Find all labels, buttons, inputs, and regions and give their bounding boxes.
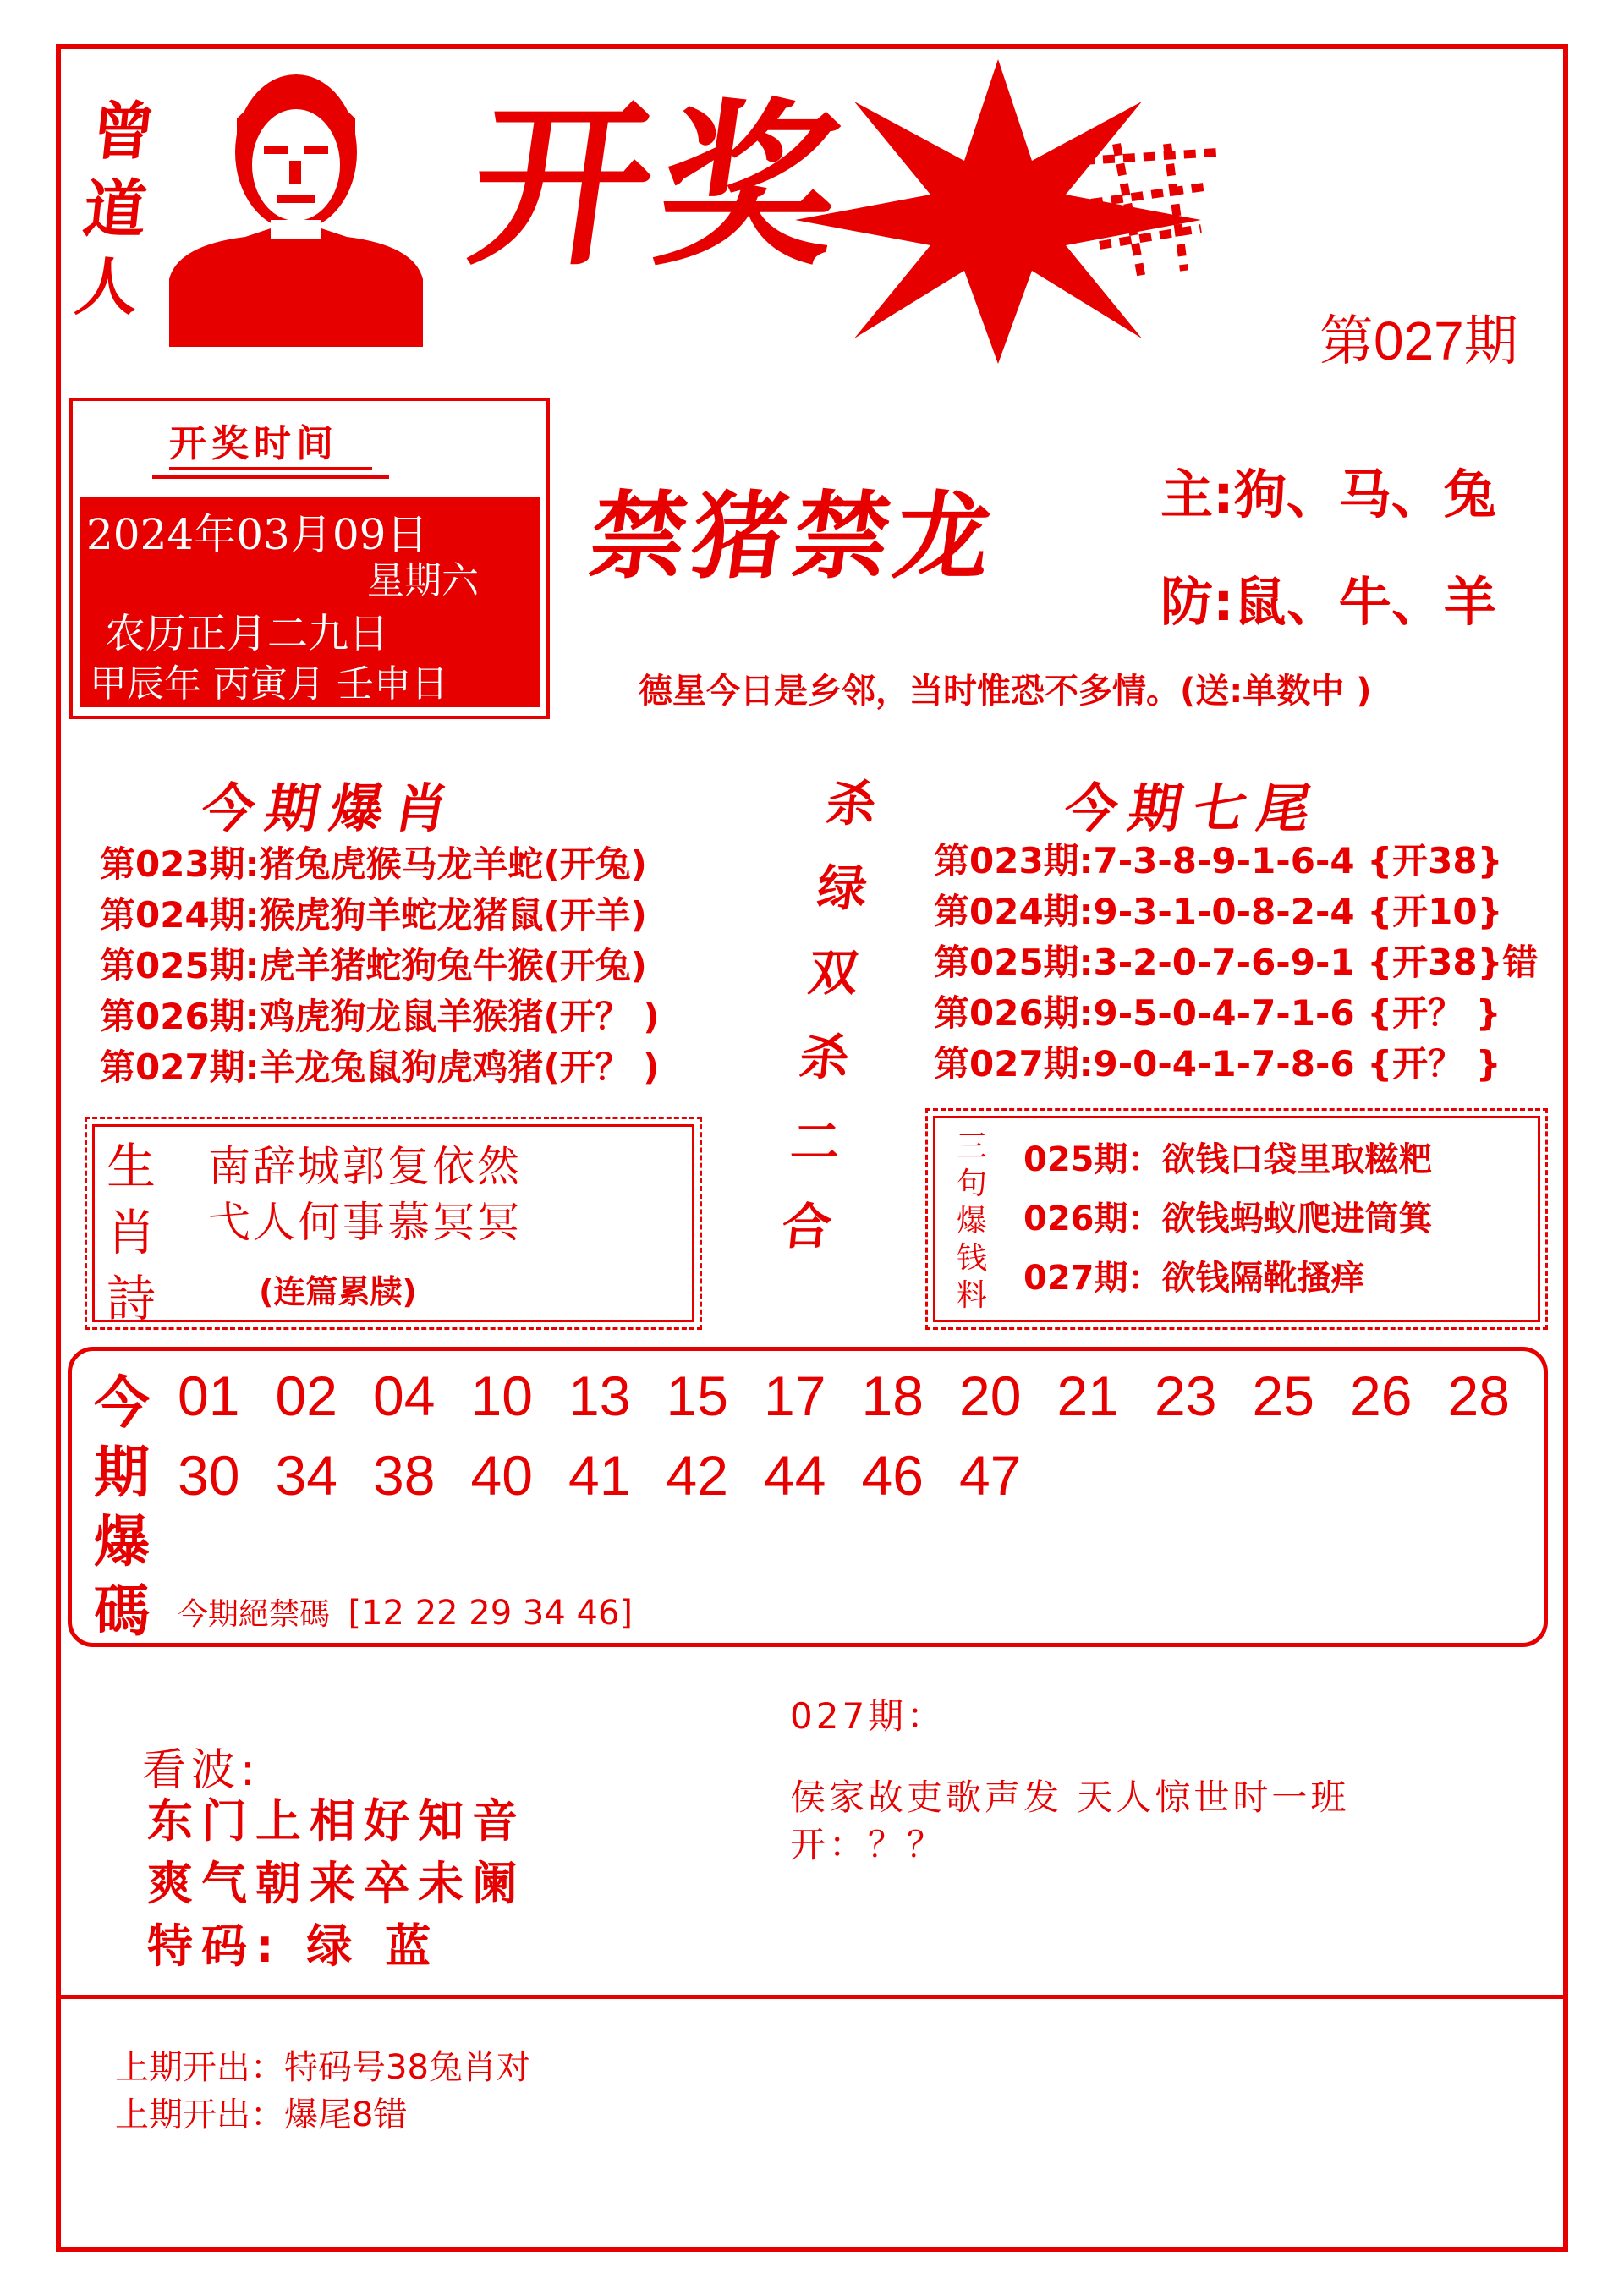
right-poem: 侯家故吏歌声发 天人惊世时一班	[790, 1777, 1350, 1818]
tails-row: 第024期:9-3-1-0-8-2-4 {开10}	[934, 891, 1503, 932]
hot-number: 25	[1252, 1365, 1314, 1427]
banned-numbers	[178, 1590, 633, 1634]
poem-hint: 德星今日是乡邻，当时惟恐不多情。(送:单数中 )	[639, 672, 1372, 711]
hot-number: 28	[1447, 1365, 1510, 1427]
hot-number: 02	[275, 1365, 337, 1427]
three-lines-row: 025期：欲钱口袋里取糍粑	[1023, 1140, 1433, 1179]
tails-section-title: 今期七尾	[1059, 777, 1328, 839]
tails-row: 第023期:7-3-8-9-1-6-4 {开38}	[934, 840, 1503, 881]
zodiac-poem-lines	[208, 1139, 522, 1250]
banned-numbers-list: [12 22 29 34 46]	[348, 1594, 634, 1633]
lunar-date: 农历正月二九日	[105, 610, 390, 657]
zodiac-row: 第026期:鸡虎狗龙鼠羊猴猪(开？ )	[100, 996, 660, 1037]
zodiac-row: 第023期:猪兔虎猴马龙羊蛇(开兔)	[100, 843, 647, 885]
kanbo-lines	[147, 1790, 526, 1978]
hot-number: 38	[373, 1444, 436, 1507]
main-pick: 主:狗、马、兔	[1160, 464, 1496, 525]
ganzhi-date: 甲辰年 丙寅月 壬申日	[90, 662, 448, 706]
hot-number: 46	[861, 1444, 924, 1507]
hot-number: 15	[666, 1365, 728, 1427]
last-result-2: 上期开出：爆尾8错	[115, 2095, 408, 2134]
poem-line: 南辞城郭复依然	[208, 1142, 522, 1191]
author-name-vertical: 曾 道 人	[71, 96, 159, 324]
hot-number: 30	[178, 1444, 240, 1507]
tails-row: 第025期:3-2-0-7-6-9-1 {开38}错	[934, 942, 1539, 983]
hot-number: 40	[470, 1444, 533, 1507]
right-open: 开：？？	[790, 1824, 946, 1865]
kanbo-line: 爽气朝来卒未阑	[147, 1857, 526, 1910]
last-result-1: 上期开出：特码号38兔肖对	[115, 2048, 530, 2087]
hot-number: 26	[1350, 1365, 1413, 1427]
right-issue: 027期：	[790, 1695, 946, 1737]
hot-number: 01	[178, 1365, 240, 1427]
issue-number: 第027期	[1320, 310, 1518, 371]
hot-number: 42	[666, 1444, 728, 1507]
three-lines-row: 027期：欲钱隔靴搔痒	[1023, 1259, 1365, 1298]
zodiac-poem-label: 生 肖 詩	[106, 1138, 156, 1327]
hot-number: 10	[470, 1365, 533, 1427]
draw-date: 2024年03月09日	[86, 510, 429, 559]
tails-row: 第027期:9-0-4-1-7-8-6 {开？ }	[934, 1043, 1501, 1085]
kanbo-line: 特码: 绿 蓝	[147, 1919, 440, 1973]
main-title: 开奖	[458, 81, 861, 290]
hot-number: 34	[275, 1444, 337, 1507]
kanbo-line: 东门上相好知音	[147, 1794, 526, 1848]
three-lines-list	[1023, 1130, 1433, 1308]
zodiac-row: 第027期:羊龙兔鼠狗虎鸡猪(开？ )	[100, 1046, 660, 1088]
date-panel	[80, 497, 540, 707]
tails-list	[934, 836, 1539, 1090]
draw-weekday: 星期六	[367, 559, 479, 602]
title-underline	[169, 467, 372, 470]
hot-number: 13	[568, 1365, 631, 1427]
hot-number: 21	[1056, 1365, 1119, 1427]
zodiac-row: 第025期:虎羊猪蛇狗兔牛猴(开兔)	[100, 945, 647, 986]
kanbo-title: 看波:	[142, 1745, 261, 1796]
hot-number: 44	[764, 1444, 826, 1507]
hot-numbers-label: 今 期 爆 碼	[94, 1370, 150, 1644]
hot-number: 20	[959, 1365, 1022, 1427]
three-lines-row: 026期：欲钱蚂蚁爬进筒箕	[1023, 1200, 1433, 1238]
guard-pick: 防:鼠、牛、羊	[1160, 571, 1496, 633]
zodiac-list	[100, 839, 659, 1093]
footer-divider	[56, 1995, 1568, 1999]
hot-number: 41	[568, 1444, 631, 1507]
three-lines-label: 三 句 爆 钱 料	[956, 1129, 987, 1313]
zodiac-section-title: 今期爆肖	[196, 777, 465, 839]
hot-number: 47	[959, 1444, 1022, 1507]
tails-row: 第026期:9-5-0-4-7-1-6 {开？ }	[934, 992, 1501, 1034]
kill-hint-vertical: 杀 绿 双 杀 二 合	[779, 775, 879, 1255]
banned-numbers-label: 今期絕禁碼	[178, 1597, 331, 1632]
hot-number: 17	[764, 1365, 826, 1427]
zodiac-poem-note: (连篇累牍)	[259, 1273, 417, 1310]
draw-time-title: 开奖时间	[169, 422, 338, 465]
slogan-title: 禁猪禁龙	[583, 481, 1005, 592]
title-underline-2	[152, 475, 389, 479]
portrait-image	[161, 59, 431, 347]
hot-number: 04	[373, 1365, 436, 1427]
zodiac-row: 第024期:猴虎狗羊蛇龙猪鼠(开羊)	[100, 894, 647, 936]
spark-decoration	[1066, 127, 1235, 296]
hot-number: 23	[1155, 1365, 1217, 1427]
poem-line: 弋人何事慕冥冥	[208, 1198, 522, 1247]
hot-number: 18	[861, 1365, 924, 1427]
